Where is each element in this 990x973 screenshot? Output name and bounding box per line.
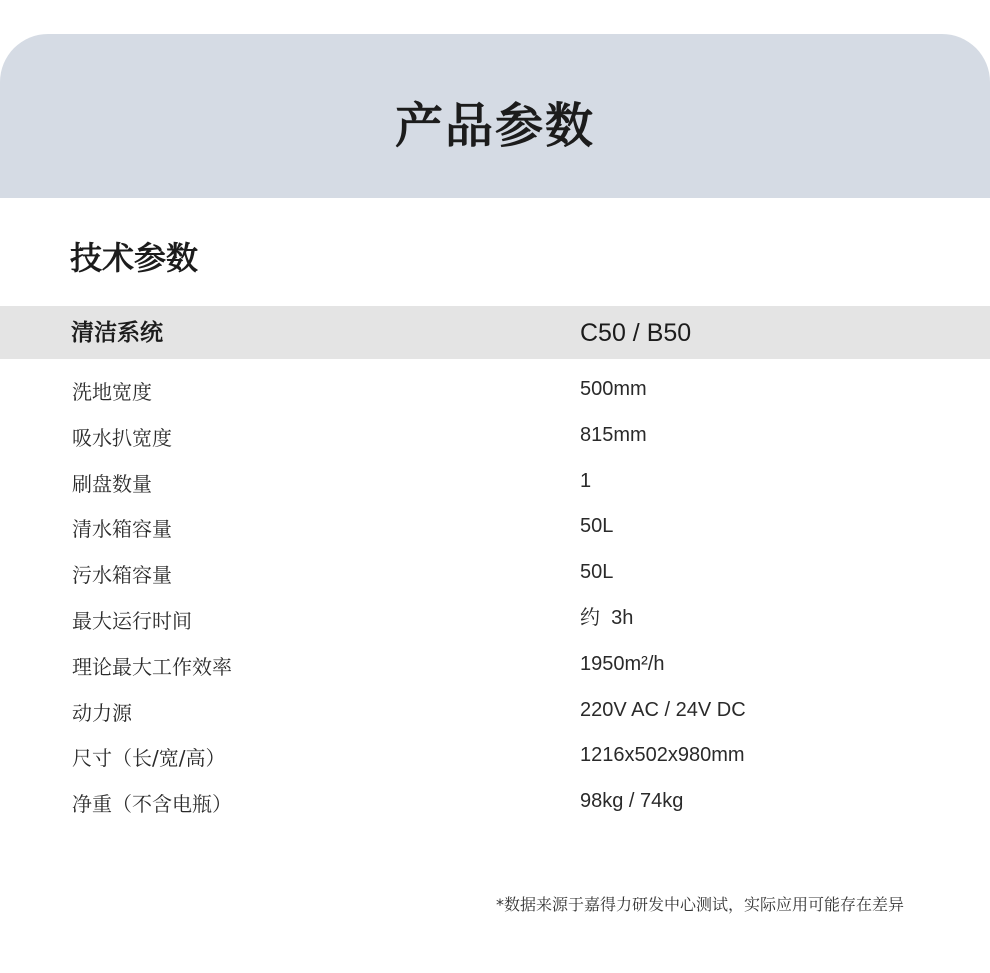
spec-row-washing-width (0, 368, 990, 414)
footnote: *数据来源于嘉得力研发中心测试，实际应用可能存在差异 (495, 895, 904, 914)
spec-name: 理论最大工作效率 (72, 654, 232, 679)
spec-row-brush-count (0, 460, 990, 506)
spec-list (0, 368, 990, 826)
spec-value: 1 (580, 469, 592, 492)
spec-name: 动力源 (72, 700, 132, 725)
section-title: 技术参数 (70, 239, 199, 277)
spec-value: 220V AC / 24V DC (580, 698, 746, 721)
spec-row-runtime (0, 597, 990, 643)
spec-value: 50L (580, 515, 614, 538)
spec-value: 1216x502x980mm (580, 744, 745, 767)
table-header-label: 清洁系统 (71, 320, 163, 346)
spec-value: 815mm (580, 423, 647, 446)
spec-row-power-source (0, 689, 990, 735)
spec-name: 污水箱容量 (72, 563, 172, 588)
spec-name: 吸水扒宽度 (72, 425, 172, 450)
spec-name: 刷盘数量 (72, 471, 152, 496)
spec-row-efficiency (0, 643, 990, 689)
page-title: 产品参数 (394, 98, 595, 154)
spec-row-recovery-tank (0, 551, 990, 597)
spec-value: 50L (580, 561, 614, 584)
spec-row-clean-tank (0, 505, 990, 551)
table-header (0, 306, 990, 359)
spec-name: 最大运行时间 (72, 608, 192, 633)
spec-value: 500mm (580, 378, 647, 400)
spec-value: 1950m²/h (580, 652, 665, 675)
spec-name: 尺寸（长/宽/高） (72, 746, 226, 771)
spec-name: 净重（不含电瓶） (72, 792, 232, 817)
spec-name: 洗地宽度 (72, 380, 152, 404)
table-header-model: C50 / B50 (580, 319, 692, 347)
spec-row-net-weight (0, 780, 990, 826)
spec-name: 清水箱容量 (72, 517, 172, 542)
spec-row-dimensions (0, 734, 990, 780)
spec-row-squeegee-width (0, 414, 990, 460)
spec-value: 98kg / 74kg (580, 790, 684, 813)
spec-value: 约 3h (580, 606, 634, 629)
